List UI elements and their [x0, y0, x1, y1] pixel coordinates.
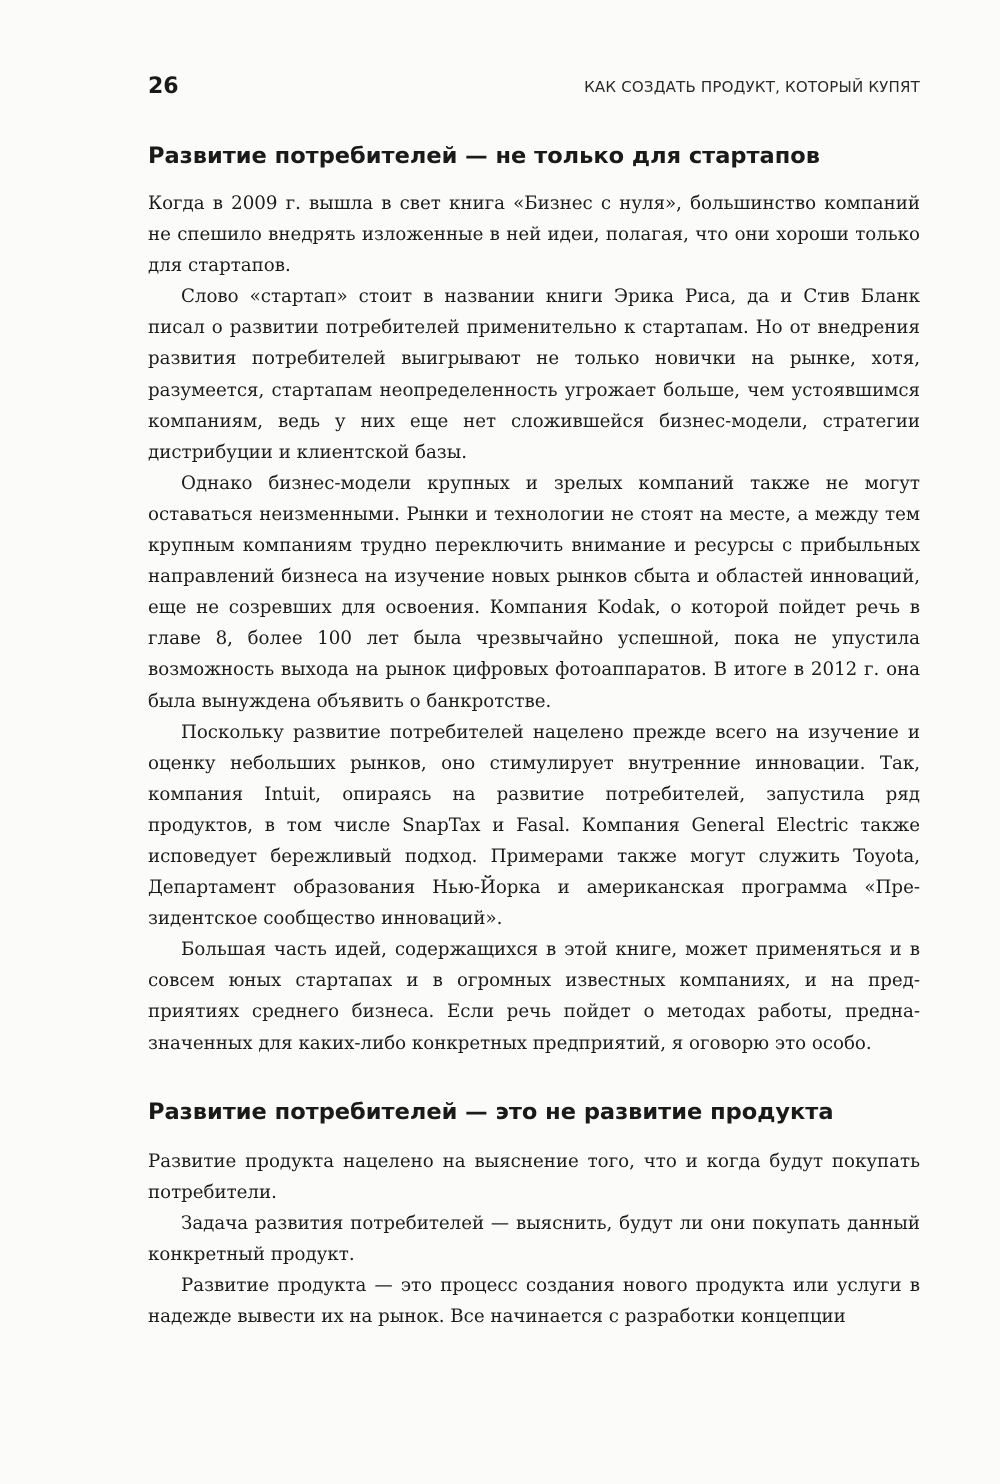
paragraph: Развитие продукта нацелено на выяснение того, что и когда будут покупать потребители.	[148, 1151, 920, 1204]
paragraph: Развитие продукта — это процесс создания нового продукта или услуги в надежде вывести их на рынок. Все начинается с разработки концепции	[148, 1275, 920, 1328]
paragraph: Когда в 2009 г. вышла в свет книга «Бизнес с нуля», большинство компаний не спешило внедрять изложенные в ней идеи, полагая, что они хороши только для стартапов.	[148, 193, 920, 277]
paragraph: Слово «стартап» стоит в названии книги Эрика Риса, да и Стив Бланк писал о развитии потребителей применительно к стартапам. Но от внедрения развития потребителей выигрывают не только новички на рынке, хотя, разумеется, стартапам неопределенность угрожает больше, чем устоявшимся компаниям, ведь у них еще нет сложившейся бизнес-модели, стратегии дистрибуции и клиентской базы.	[148, 286, 920, 463]
paragraph: Поскольку развитие потребителей нацелено прежде всего на изучение и оценку небольших рынков, оно стимулирует внутренние инновации. Так, компания Intuit, опираясь на развитие потребителей, запустила ряд продуктов, в том числе SnapTax и Fasal. Компания General Electric также исповедует бережливый подход. Примерами также могут служить Toyota, Департамент образования Нью-Йорка и американская программа «Президентское сообщество инноваций».	[148, 721, 920, 930]
section-1-body	[148, 188, 920, 1059]
page-number: 26	[148, 74, 179, 99]
section-title-1: Развитие потребителей — не только для стартапов	[148, 143, 820, 169]
running-head	[148, 74, 920, 104]
paragraph: Задача развития потребителей — выяснить, будут ли они покупать данный конкретный продукт.	[148, 1213, 920, 1266]
running-title: КАК СОЗДАТЬ ПРОДУКТ, КОТОРЫЙ КУПЯТ	[584, 78, 920, 96]
paragraph: Однако бизнес-модели крупных и зрелых компаний также не могут оставаться неизменными. Рынки и технологии не стоят на месте, а между тем крупным компаниям трудно переключить внимание и ресурсы с прибыльных направлений бизнеса на изучение новых рынков сбыта и областей инноваций, еще не созревших для освоения. Компания Kodak, о которой пойдет речь в главе 8, более 100 лет была чрезвычайно успешной, пока не упустила возможность выхода на рынок цифровых фотоаппаратов. В итоге в 2012 г. она была вынуждена объявить о банкротстве.	[148, 472, 920, 712]
section-title-2: Развитие потребителей — это не развитие продукта	[148, 1099, 834, 1125]
section-2-body	[148, 1146, 920, 1333]
paragraph: Большая часть идей, содержащихся в этой книге, может применяться и в совсем юных стартапах и в огромных известных компаниях, и на предприятиях среднего бизнеса. Если речь пойдет о методах работы, предназначенных для каких-либо конкретных предприятий, я оговорю это особо.	[148, 939, 920, 1054]
